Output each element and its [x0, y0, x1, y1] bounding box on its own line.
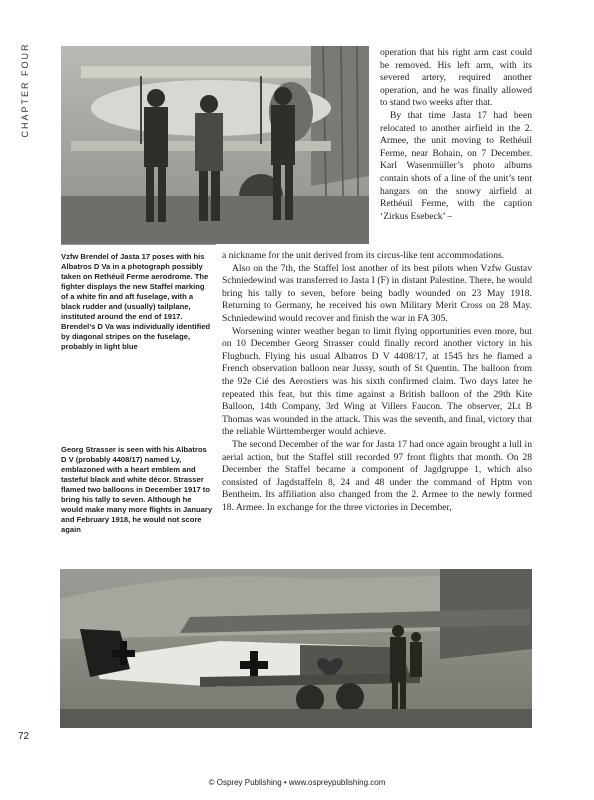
body-column-wide: [222, 250, 532, 514]
chapter-label: CHAPTER FOUR: [20, 42, 30, 138]
photo-caption-middle: Georg Strasser is seen with his Albatros D V (probably 4408/17) named Ly, emblazoned with a heart emblem and tasteful black and white décor. Strasser flamed two balloons in December 1917 to bring his tally to seven. Although he would make many more flights in January and February 1918, he would not score again: [61, 445, 213, 534]
paragraph: a nickname for the unit derived from its circus-like tent accommodations.: [222, 250, 505, 261]
body-column-right: [380, 47, 532, 223]
photo-pilots-with-albatros: [61, 46, 369, 244]
caption-divider: [61, 244, 216, 245]
photo-strasser-albatros: [60, 569, 532, 728]
photo-caption-top: Vzfw Brendel of Jasta 17 poses with his Albatros D Va in a photograph possibly taken on Rethéuil Ferme aerodrome. The fighter displays the new Staffel marking of a white fin and aft fuselage, with a black rudder and (usually) tailplane, instituted around the end of 1917. Brendel’s D Va was individually identified by diagonal stripes on the fuselage, probably in light blue: [61, 252, 211, 351]
page-number: 72: [18, 731, 30, 742]
paragraph: operation that his right arm cast could be removed. His left arm, with its severed artery, required another operation, and he was finally allowed to stand two weeks after that.: [380, 47, 532, 109]
paragraph: The second December of the war for Jasta 17 had once again brought a lull in aerial action, but the Staffel still recorded 97 front flights that month. On 28 December the Staffel became a component of Jagdgruppe 1, which also consisted of Jagdstaffeln 8, 24 and 48 under the command of Hptm von Bentheim. Its affiliation also changed from the 2. Armee to the newly formed 18. Armee. In exchange for the three victories in December,: [222, 438, 532, 513]
paragraph: By that time Jasta 17 had been relocated to another airfield in the 2. Armee, the unit moving to Rethéuil Ferme, near Bohain, on 7 December. Karl Wasenmüller’s photo albums contain shots of a line of the unit’s tent hangars on the snowy airfield at Rethéuil Ferme, with the caption ‘Zirkus Esebeck’ –: [380, 109, 532, 222]
paragraph: Also on the 7th, the Staffel lost another of its best pilots when Vzfw Gustav Schniedewind was transferred to Jasta I (F) in distant Palestine. There, he would bring his tally to seven, before being badly wounded on 23 May 1918. Returning to Germany, he received his own Military Merit Cross on 28 May. Schniedewind would recover and finish the war in FA 305.: [222, 262, 532, 324]
paragraph: Worsening winter weather began to limit flying opportunities even more, but on 10 December Georg Strasser could finally record another victory in his Flugbuch. Flying his usual Albatros D V 4408/17, at 1545 hrs he flamed a French observation balloon near Jussy, south of St Quentin. The balloon from the 92e Cié des Aerostiers was his sixth confirmed claim. Two days later he repeated this feat, but this time against a British balloon of the 29th Kite Balloon, 14th Company, 3rd Wing at Villers Faucon. The observer, 2Lt B Thomas was wounded in the attack. This was the seventh, and final, victory that the reliable Württemberger would achieve.: [222, 325, 532, 438]
publisher-footer: © Osprey Publishing • www.ospreypublishing.com: [208, 778, 386, 787]
